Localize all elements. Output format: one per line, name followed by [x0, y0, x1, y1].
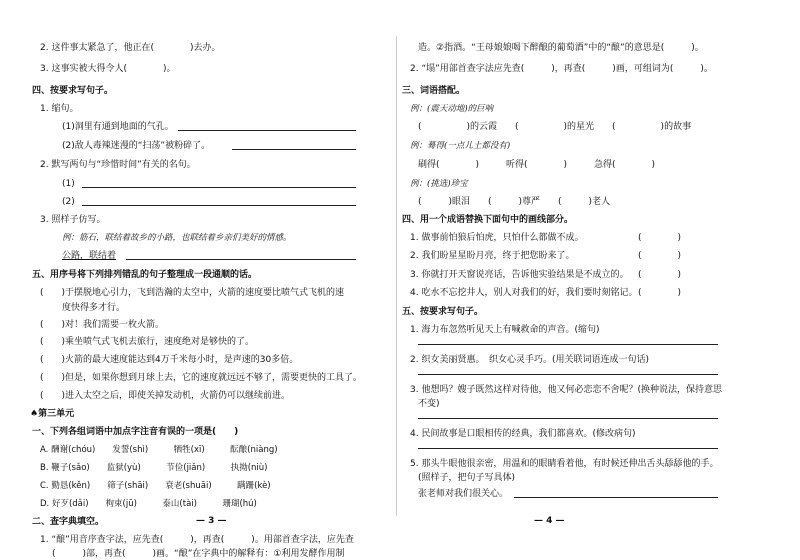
page-number: — 3 —: [196, 516, 227, 526]
line-l9: (2): [62, 197, 75, 207]
line-r17: 2. 织女美丽贤惠。 织女心灵手巧。(用关联词语连成一句话): [410, 355, 649, 365]
line-r9: ( )眼泪 ( )尊严 ( )老人: [418, 197, 611, 207]
answer-line[interactable]: [178, 130, 356, 131]
section-heading-4: 四、按要求写句子。: [32, 86, 114, 96]
line-r13: 3. 你就打开天窗说亮话，告诉他实验结果是不成立的。: [410, 270, 629, 280]
line-r18: 3. 他想吗？嫂子既然这样对待他，他又何必恋恋不舍呢？(换种说法，保持意思: [410, 385, 722, 395]
line-l2: 3. 这事实被大得令人( )。: [40, 64, 176, 74]
example-line: 例：筋石，联结着故乡的小路，也联结着乡亲们美好的情感。: [62, 233, 292, 243]
answer-line[interactable]: [418, 418, 718, 419]
line-l14: ( )于摆脱地心引力，飞到浩瀚的太空中，火箭的速度要比喷气式飞机的速: [40, 288, 345, 298]
line-l5: (1)洞里有通到地面的气孔。: [62, 122, 174, 132]
line-r7: 刷得( ) 听得( ) 急得( ): [418, 160, 656, 170]
page-number: — 4 —: [534, 516, 565, 526]
example-3: 例：(挑选)珍宝: [410, 179, 468, 189]
line-l19: ( )但是，如果你想到月球上去，它的速度就远远不够了，需要更快的工具了。: [40, 373, 363, 383]
line-r21: 5. 那头牛眼他很亲密，用温和的眼睛看着他，有时候还伸出舌头舔舔他的手。: [410, 459, 719, 469]
option-c: C. 勤恳(kěn) 筛子(shāi) 衰老(shuāi) 蹒跚(kè): [40, 481, 271, 491]
page-divider: [396, 36, 397, 516]
line-r12: 2. 我们盼星星盼月亮，终于把您盼来了。: [410, 251, 575, 261]
line-l17: ( )乘坐喷气式飞机去旅行，速度绝对是够快的了。: [40, 337, 255, 347]
line-l12: 公路，联结着: [62, 251, 117, 261]
line-l29: ( )部，再查( )画。“酿”在字典中的解释有：①利用发酵作用制: [52, 549, 345, 559]
answer-bracket[interactable]: ( ): [638, 288, 682, 298]
line-l7: 2. 默写两句与“珍惜时间”有关的名句。: [40, 160, 196, 170]
line-r14: 4. 吃水不忘挖井人，别人对我们的好，我们要时刻铭记。: [410, 288, 638, 298]
answer-bracket[interactable]: ( ): [638, 270, 682, 280]
line-l1: 2. 这件事太紧急了，他正在( )去办。: [40, 43, 221, 53]
answer-line[interactable]: [232, 149, 356, 150]
section-heading-5r: 五、按要求写句子。: [402, 307, 484, 317]
answer-bracket[interactable]: ( ): [638, 251, 682, 261]
option-a: A. 酬谢(chóu) 发誓(shì) 牺牲(xī) 酝酿(niàng): [40, 445, 278, 455]
answer-line[interactable]: [418, 374, 718, 375]
section-heading-2: 二、查字典填空。: [32, 517, 105, 527]
line-r11: 1. 做事前怕狼后怕虎，只怕什么都做不成。: [410, 233, 584, 243]
line-l15: 度快得多才行。: [62, 303, 126, 313]
answer-line[interactable]: [82, 187, 356, 188]
line-r2: 2. “塌”用部首查字法应先查( )，再查( )画，可组词为( )。: [410, 64, 713, 74]
line-l4: 1. 缩句。: [40, 104, 79, 114]
answer-line[interactable]: [82, 205, 356, 206]
section-heading-4r: 四、用一个成语替换下面句中的画线部分。: [402, 215, 574, 225]
answer-line[interactable]: [126, 259, 356, 260]
example-2: 例：蓦得(一点儿土都没有): [410, 141, 511, 151]
line-l10: 3. 照样子仿写。: [40, 215, 106, 225]
line-r16: 1. 海力布忽然听见天上有喊救命的声音。(缩句): [410, 325, 600, 335]
line-l6: (2)敌人毒辣迷漫的“扫荡”被粉碎了。: [62, 141, 211, 151]
answer-line[interactable]: [514, 497, 718, 498]
line-r19: 不变): [418, 399, 440, 409]
option-d: D. 好歹(dǎi) 枸束(jū) 泰山(tài) 珊瑚(hú): [40, 499, 257, 509]
section-heading-3: 三、词语搭配。: [402, 86, 466, 96]
line-r22: (照样子，把句子写具体): [418, 473, 516, 483]
line-r23: 张老师对我们很关心。: [418, 489, 509, 499]
section-heading-1: 一、下列各组词语中加点字注音有误的一项是( ): [32, 427, 239, 437]
line-l28: 1. “酿”用音序查字法，应先查( )，再查( )。用部首查字法，应先查: [40, 535, 354, 545]
line-r5: ( )的云霞 ( )的星光 ( )的故事: [418, 122, 692, 132]
section-heading-5: 五、用序号将下列排列错乱的句子整理成一段通顺的话。: [32, 270, 258, 280]
option-b: B. 鞭子(sǎo) 监狱(yù) 节俭(jiǎn) 执拗(niù): [40, 463, 268, 473]
line-r20: 4. 民间故事是口眼相传的经典，我们都喜欢。(修改病句): [410, 429, 636, 439]
answer-line[interactable]: [418, 448, 718, 449]
line-r1: 造。②指酒。“王母娘娘喝下醉酿的葡萄酒”中的“酿”的意思是( )。: [418, 43, 704, 53]
answer-bracket[interactable]: ( ): [638, 233, 682, 243]
line-l16: ( )对！我们需要一枚火箭。: [40, 320, 165, 330]
example-1: 例：(震天动地)的巨响: [410, 104, 494, 114]
answer-line[interactable]: [418, 344, 718, 345]
line-l8: (1): [62, 179, 75, 189]
left-page: [0, 0, 392, 560]
unit-title: ♠第三单元: [30, 409, 75, 419]
line-l18: ( )火箭的最大速度能达到4万千米每小时，是声速的30多倍。: [40, 355, 299, 365]
right-page: [398, 0, 800, 560]
line-l20: ( )进入太空之后，即使关掉发动机，火箭仍可以继续前进。: [40, 391, 291, 401]
